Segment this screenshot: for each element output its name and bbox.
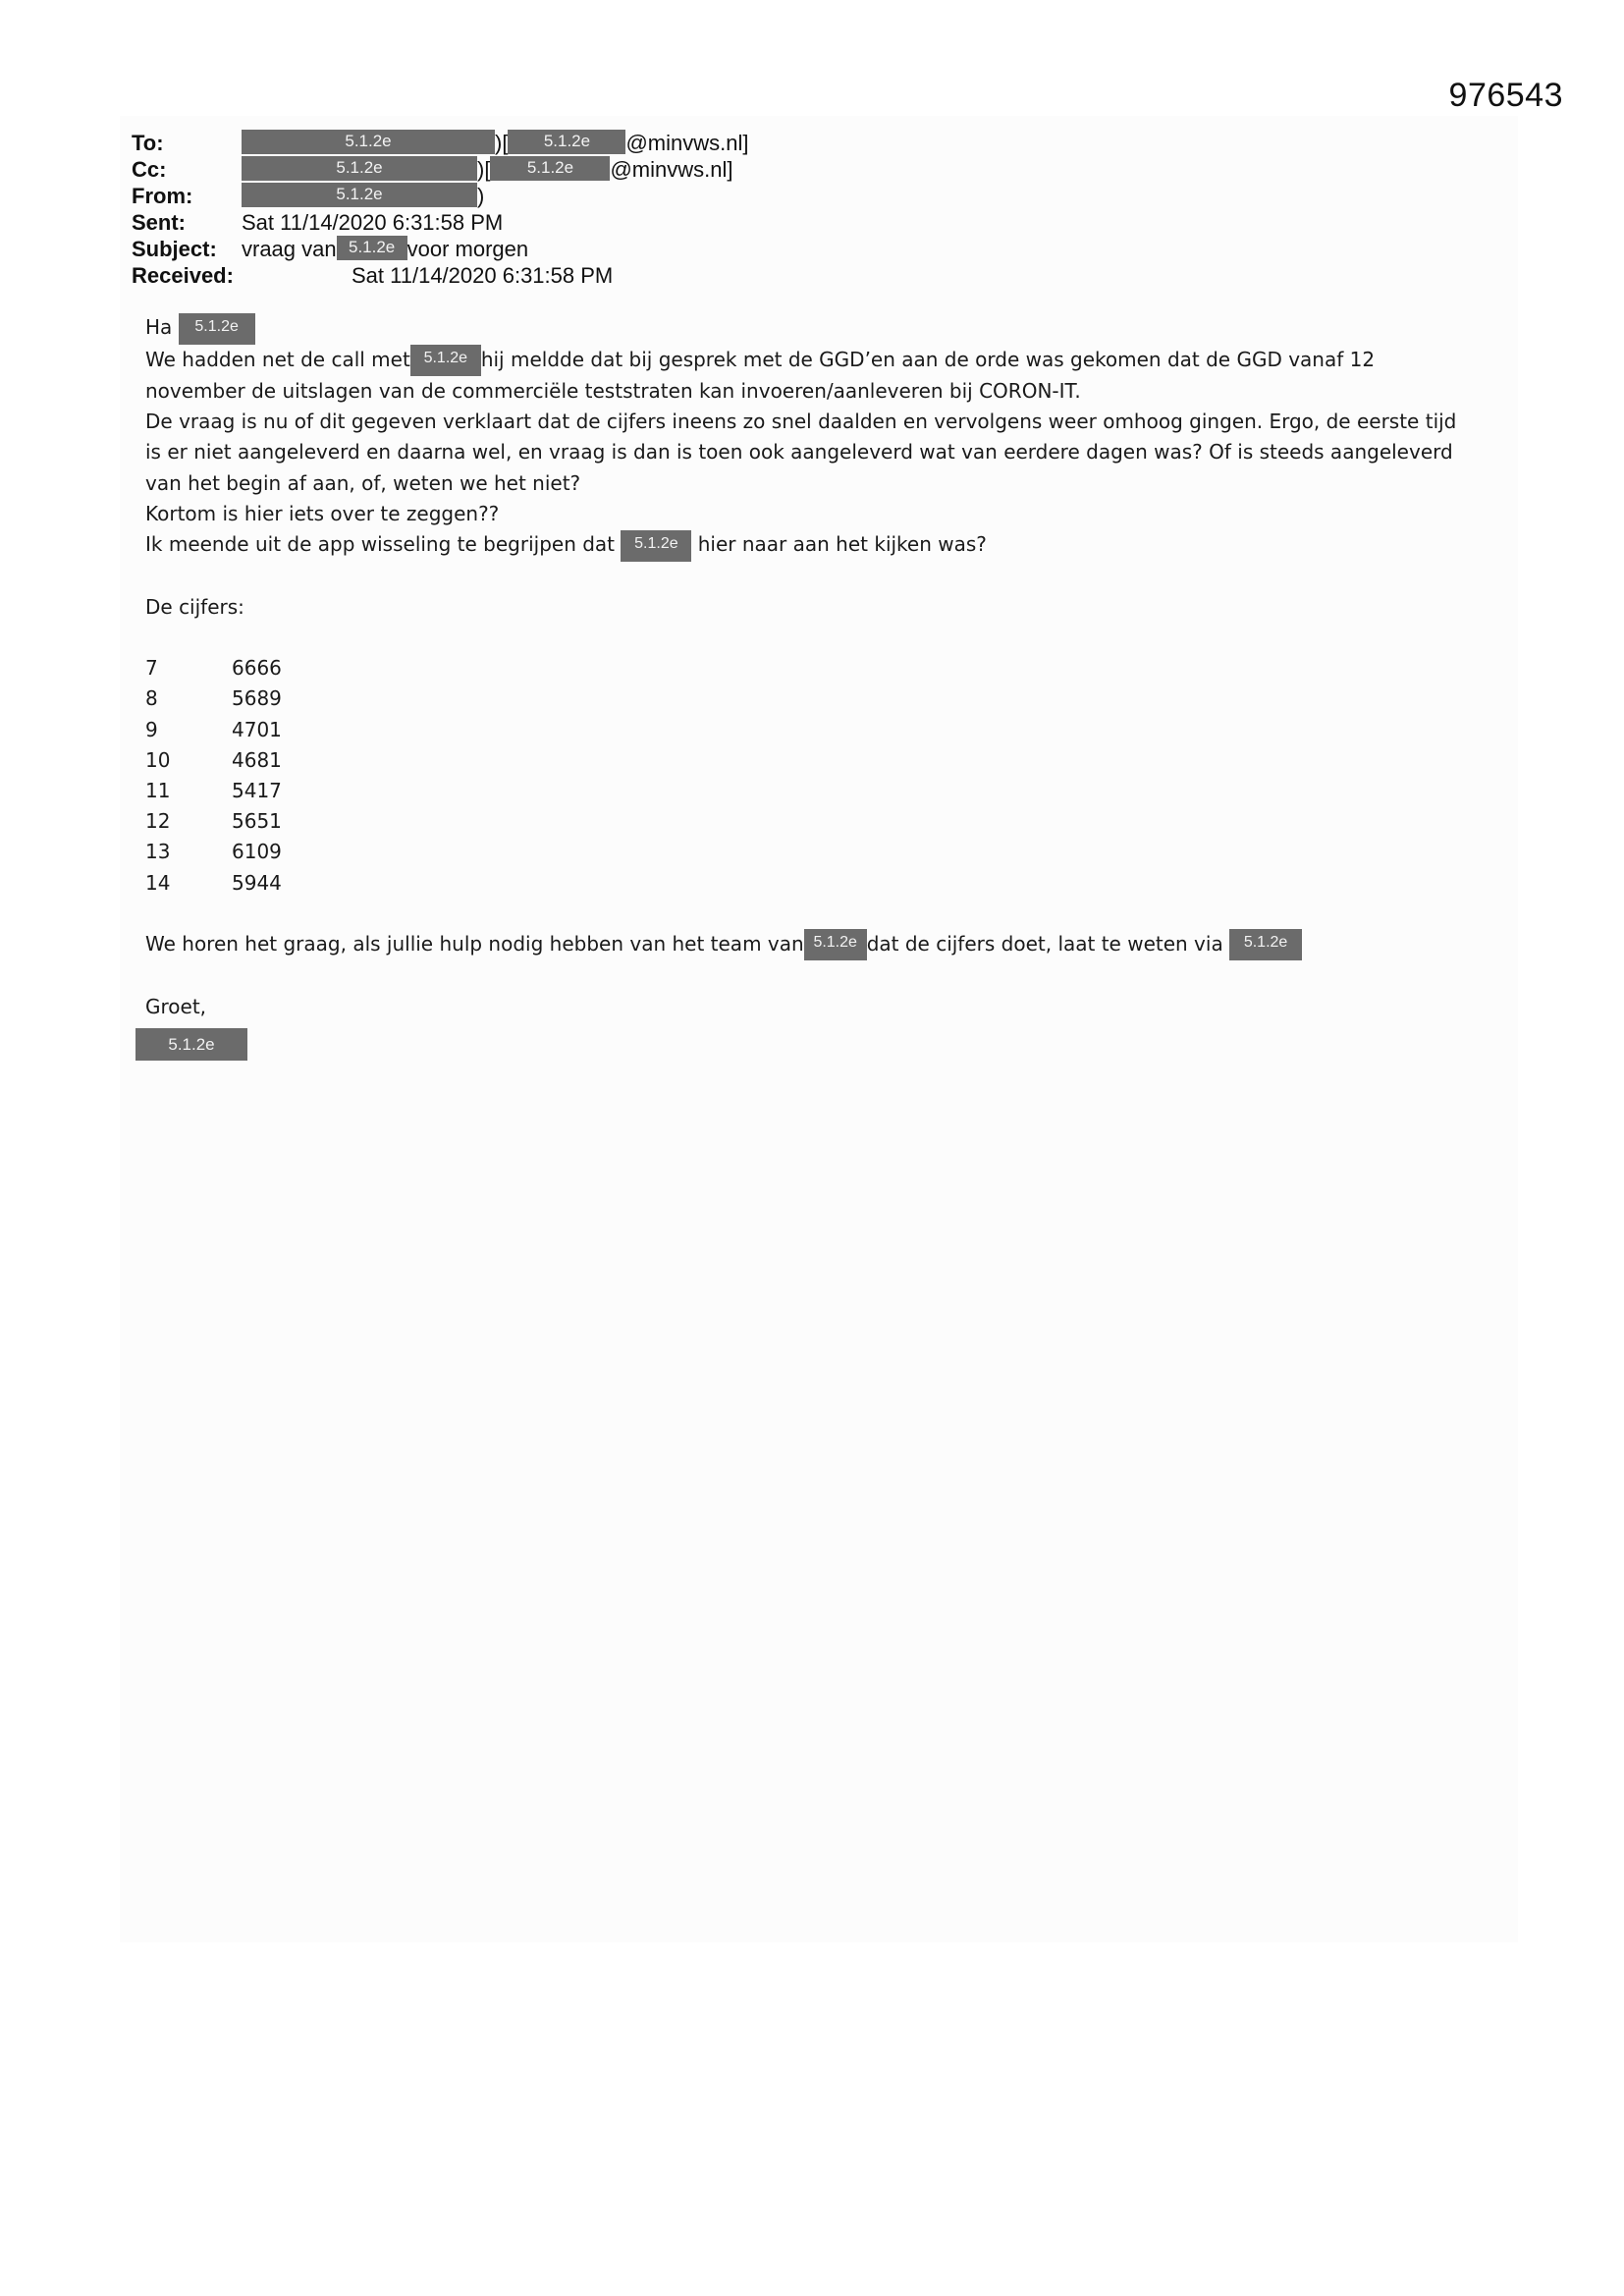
figures-count: 5417	[232, 778, 282, 802]
figures-row	[145, 683, 282, 714]
figures-day: 13	[145, 840, 171, 864]
figures-count: 4681	[232, 747, 282, 772]
redaction-block: 5.1.2e	[242, 130, 495, 154]
from-close: )	[477, 184, 485, 208]
document-number: 976543	[1448, 77, 1563, 114]
sent-label: Sent:	[132, 210, 186, 235]
figures-day: 7	[145, 656, 158, 681]
figures-row	[145, 806, 282, 837]
figures-count: 6109	[232, 840, 282, 864]
figures-row	[145, 715, 282, 745]
paragraph-4	[145, 529, 1500, 562]
figures-day: 8	[145, 686, 158, 711]
redaction-block: 5.1.2e	[179, 313, 255, 345]
figures-day: 12	[145, 809, 171, 834]
redaction-block: 5.1.2e	[242, 183, 477, 207]
redaction-block: 5.1.2e	[490, 156, 610, 181]
paragraph-text: De vraag is nu of dit gegeven verklaart dat de cijfers ineens zo snel daalden en vervolgens weer omhoog gingen. Ergo, de eerste tijd	[145, 410, 1457, 434]
greeting-text: Ha	[145, 315, 173, 339]
paragraph-text: Ik meende uit de app wisseling te begrijpen dat	[145, 532, 616, 557]
subject-label: Subject:	[132, 237, 217, 261]
subject-end: voor morgen	[406, 237, 529, 261]
figures-row	[145, 837, 282, 867]
to-value	[242, 130, 748, 156]
to-domain: @minvws.nl]	[625, 131, 749, 155]
figures-day: 9	[145, 717, 158, 741]
figures-row	[145, 745, 282, 776]
to-label: To:	[132, 131, 164, 155]
paragraph-text: hij meldde dat bij gesprek met de GGD’en aan de orde was gekomen dat de GGD vanaf 12	[480, 347, 1376, 371]
paragraph-text: dat de cijfers doet, laat te weten via	[866, 931, 1223, 956]
figures-row	[145, 653, 282, 683]
cc-value	[242, 156, 732, 183]
figures-day: 10	[145, 747, 171, 772]
figures-heading: De cijfers:	[145, 594, 244, 619]
paragraph-text: is er niet aangeleverd en daarna wel, en vraag is dan is toen ook aangeleverd wat van eerdere dagen was? Of is steeds aangeleverd	[145, 440, 1453, 465]
received-value: Sat 11/14/2020 6:31:58 PM	[352, 263, 614, 288]
paragraph-text: We hadden net de call met	[145, 347, 410, 371]
redaction-block: 5.1.2e	[804, 929, 867, 960]
to-separator: )[	[495, 131, 509, 155]
figures-count: 5944	[232, 870, 282, 895]
figures-row	[145, 868, 282, 899]
cc-domain: @minvws.nl]	[610, 157, 733, 182]
paragraph-5	[145, 929, 1500, 961]
figures-count: 5689	[232, 686, 282, 711]
redaction-block: 5.1.2e	[242, 156, 477, 181]
closing: Groet,	[145, 994, 207, 1018]
redaction-block: 5.1.2e	[410, 345, 481, 376]
figures-day: 14	[145, 870, 171, 895]
figures-count: 4701	[232, 717, 282, 741]
figures-table-body	[145, 653, 282, 899]
greeting-line	[145, 312, 1500, 345]
sent-value: Sat 11/14/2020 6:31:58 PM	[242, 210, 504, 235]
figures-day: 11	[145, 778, 171, 802]
paragraph-1	[145, 345, 1500, 408]
subject-value	[242, 236, 528, 262]
cc-separator: )[	[477, 157, 491, 182]
cc-label: Cc:	[132, 157, 167, 182]
paragraph-2	[145, 407, 1500, 499]
received-label: Received:	[132, 263, 234, 288]
signature-redaction: 5.1.2e	[135, 1028, 247, 1061]
redaction-block: 5.1.2e	[337, 236, 407, 260]
figures-count: 6666	[232, 656, 282, 681]
figures-table	[145, 653, 282, 899]
redaction-block: 5.1.2e	[621, 530, 691, 562]
from-value	[242, 183, 484, 209]
figures-count: 5651	[232, 809, 282, 834]
redaction-block: 5.1.2e	[508, 130, 625, 154]
paragraph-text: van het begin af aan, of, weten we het niet?	[145, 470, 581, 495]
figures-row	[145, 776, 282, 806]
subject-start: vraag van	[242, 237, 337, 261]
from-label: From:	[132, 184, 193, 208]
paragraph-text: We horen het graag, als jullie hulp nodig hebben van het team van	[145, 931, 804, 956]
email-body	[145, 312, 1500, 1022]
paragraph-text: november de uitslagen van de commerciële teststraten kan invoeren/aanleveren bij CORON-IT.	[145, 379, 1081, 403]
paragraph-3: Kortom is hier iets over te zeggen??	[145, 501, 500, 525]
paragraph-text: hier naar aan het kijken was?	[697, 532, 987, 557]
redaction-block: 5.1.2e	[1229, 929, 1302, 960]
